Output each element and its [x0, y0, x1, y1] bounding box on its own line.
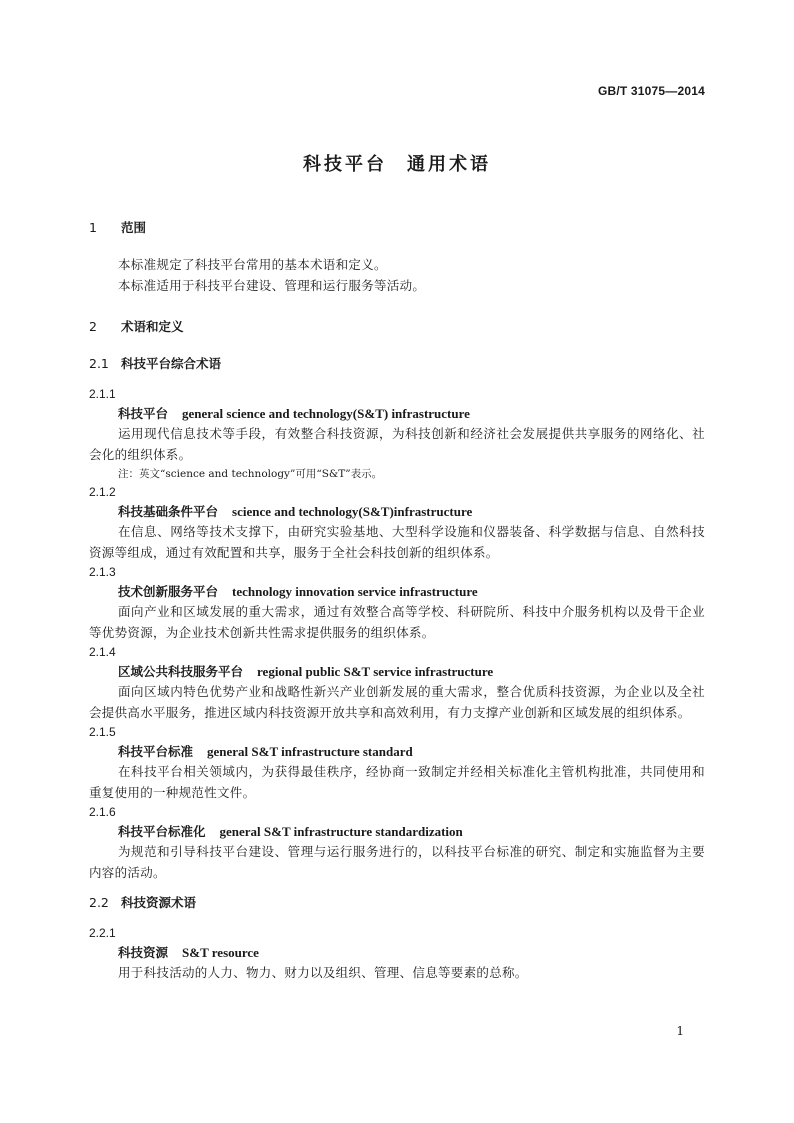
- term-definition: 为规范和引导科技平台建设、管理与运行服务进行的，以科技平台标准的研究、制定和实施监督为主要内容的活动。: [89, 844, 705, 880]
- term-definition: 运用现代信息技术等手段，有效整合科技资源，为科技创新和经济社会发展提供共享服务的网络化、社会化的组织体系。: [89, 426, 705, 462]
- page-number: 1: [676, 1024, 684, 1038]
- title-part-1: 科技平台: [303, 154, 387, 175]
- term-entry: [89, 803, 705, 883]
- term-entry: [89, 385, 705, 483]
- term-entry: [89, 723, 705, 803]
- title-part-2: 通用术语: [407, 154, 491, 175]
- term-number: 2.1.6: [89, 805, 116, 819]
- standard-code: GB/T 31075—2014: [597, 84, 705, 98]
- section-2-heading: 2 术语和定义: [89, 319, 184, 334]
- term-title: 科技平台 general science and technology(S&T) infrastructure: [118, 406, 470, 421]
- term-definition: 面向区域内特色优势产业和战略性新兴产业创新发展的重大需求，整合优质科技资源，为企业以及全社会提供高水平服务，推进区域内科技资源开放共享和高效利用，有力支撑产业创新和区域发展的组织体系。: [89, 684, 705, 720]
- term-note: 注：英文“science and technology”可用“S&T”表示。: [118, 468, 383, 480]
- section-1-paragraph-1: 本标准规定了科技平台常用的基本术语和定义。: [118, 257, 387, 272]
- term-entry: [89, 483, 705, 563]
- term-number: 2.1.1: [89, 387, 116, 401]
- document-body: [89, 218, 705, 984]
- term-title: 区域公共科技服务平台 regional public S&T service infrastructure: [118, 664, 494, 679]
- term-number: 2.2.1: [89, 926, 116, 940]
- term-definition: 面向产业和区域发展的重大需求，通过有效整合高等学校、科研院所、科技中介服务机构以及骨干企业等优势资源，为企业技术创新共性需求提供服务的组织体系。: [89, 604, 705, 640]
- term-number: 2.1.4: [89, 645, 116, 659]
- term-entry: [89, 563, 705, 643]
- section-2-2-heading: 2.2 科技资源术语: [89, 895, 197, 910]
- term-entry: [89, 643, 705, 723]
- term-definition: 用于科技活动的人力、物力、财力以及组织、管理、信息等要素的总称。: [118, 965, 528, 980]
- term-definition: 在信息、网络等技术支撑下，由研究实验基地、大型科学设施和仪器装备、科学数据与信息、自然科技资源等组成，通过有效配置和共享，服务于全社会科技创新的组织体系。: [89, 524, 705, 560]
- term-title: 技术创新服务平台 technology innovation service infrastructure: [118, 584, 478, 599]
- term-title: 科技基础条件平台 science and technology(S&T)infrastructure: [118, 504, 473, 519]
- page-title: [0, 150, 794, 176]
- term-title: 科技资源 S&T resource: [118, 945, 259, 960]
- term-number: 2.1.3: [89, 565, 116, 579]
- section-1-heading: 1 范围: [89, 220, 147, 235]
- term-number: 2.1.2: [89, 485, 116, 499]
- term-number: 2.1.5: [89, 725, 116, 739]
- term-title: 科技平台标准化 general S&T infrastructure standardization: [118, 824, 463, 839]
- section-1-paragraph-2: 本标准适用于科技平台建设、管理和运行服务等活动。: [118, 277, 426, 293]
- section-2-1-heading: 2.1 科技平台综合术语: [89, 356, 222, 371]
- term-title: 科技平台标准 general S&T infrastructure standard: [118, 744, 413, 759]
- term-definition: 在科技平台相关领域内，为获得最佳秩序，经协商一致制定并经相关标准化主管机构批准，共同使用和重复使用的一种规范性文件。: [89, 764, 705, 800]
- term-entry: [89, 924, 705, 984]
